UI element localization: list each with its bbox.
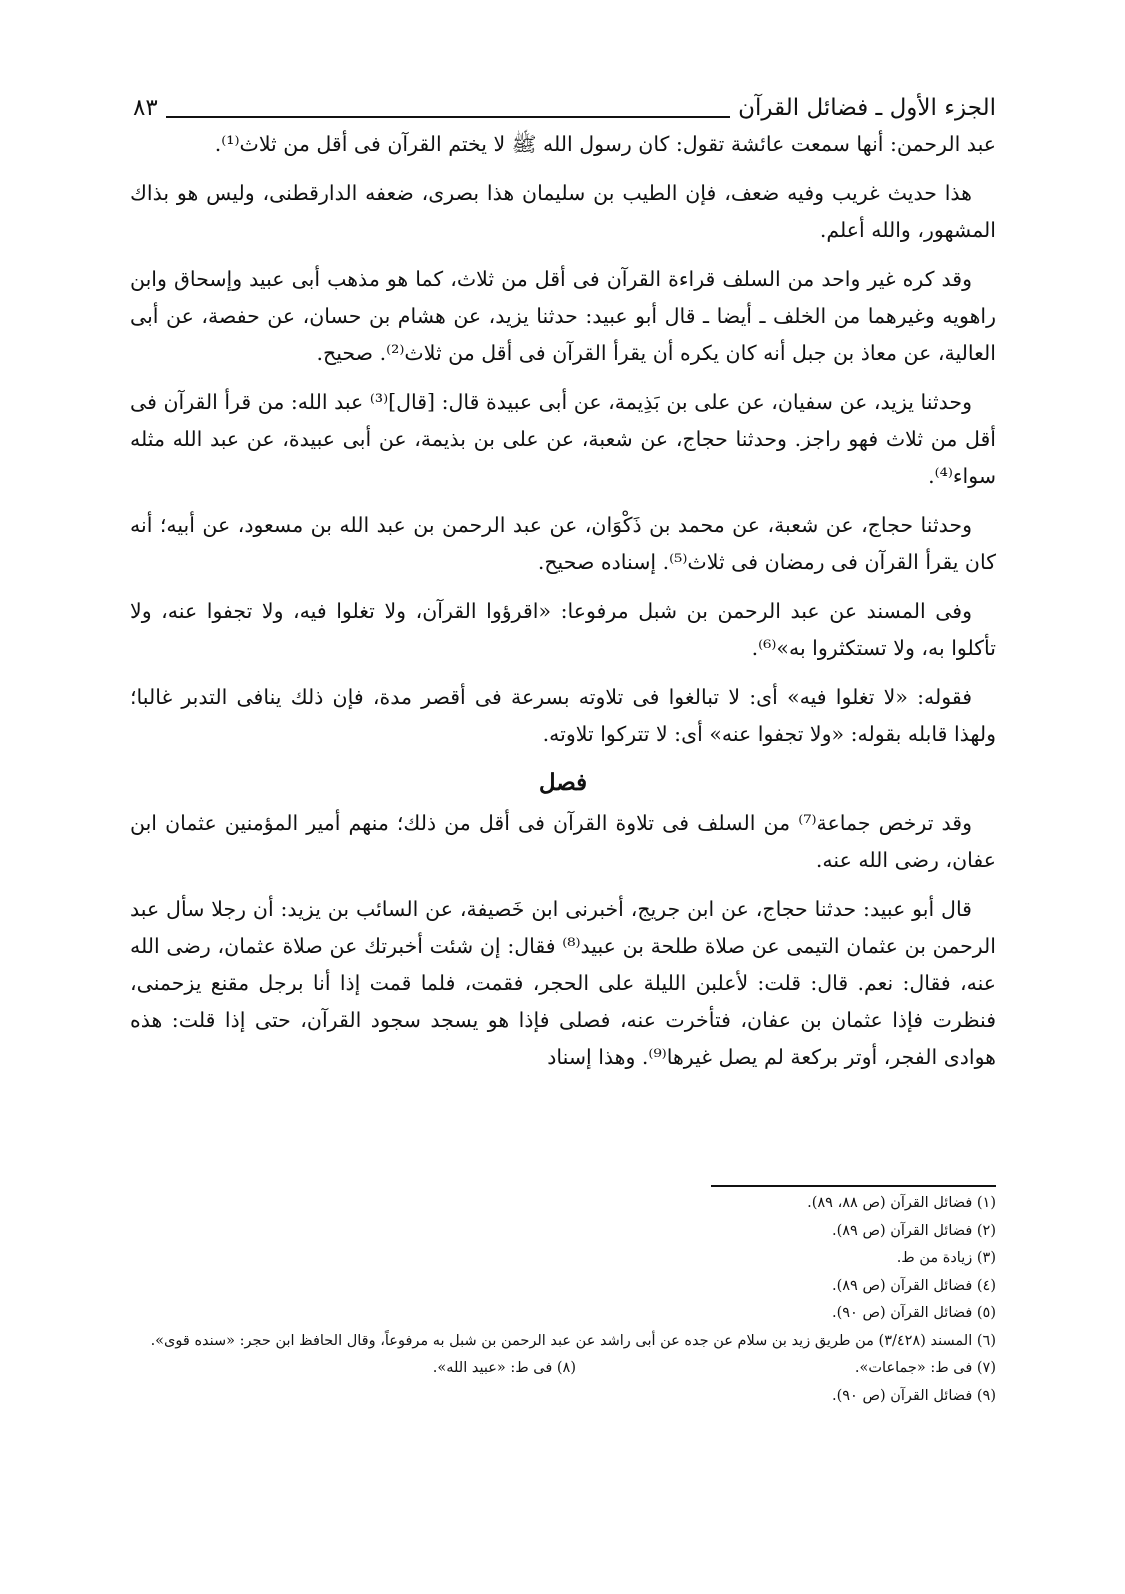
footnote-1: (١) فضائل القرآن (ص ٨٨، ٨٩).	[807, 1195, 996, 1211]
page-number: ٨٣	[133, 95, 158, 121]
paragraph-6: وفى المسند عن عبد الرحمن بن شبل مرفوعا: «اقرؤوا القرآن، ولا تغلوا فيه، ولا تجفوا عنه، ولا تأكلوا به، ولا تستكثروا به»⁽⁶⁾.	[130, 599, 996, 660]
main-text	[130, 126, 996, 1088]
footnote-8: (٨) فى ط: «عبيد الله».	[432, 1360, 576, 1376]
paragraph-2: هذا حديث غريب وفيه ضعف، فإن الطيب بن سليمان هذا بصرى، ضعفه الدارقطنى، وليس هو بذاك المشهور، والله أعلم.	[130, 181, 996, 242]
footnote-5: (٥) فضائل القرآن (ص ٩٠).	[831, 1305, 996, 1321]
paragraph-7: فقوله: «لا تغلوا فيه» أى: لا تبالغوا فى تلاوته بسرعة فى أقصر مدة، فإن ذلك ينافى التدبر غالبا؛ ولهذا قابله بقوله: «ولا تجفوا عنه» أى: لا تتركوا تلاوته.	[130, 685, 996, 746]
paragraph-8: وقد ترخص جماعة⁽⁷⁾ من السلف فى تلاوة القرآن فى أقل من ذلك؛ منهم أمير المؤمنين عثمان ابن عفان، رضى الله عنه.	[130, 811, 996, 872]
section-heading: فصل	[538, 769, 588, 796]
footnotes	[130, 1190, 996, 1410]
footnote-4: (٤) فضائل القرآن (ص ٨٩).	[831, 1277, 996, 1294]
running-header	[133, 84, 996, 124]
paragraph-3: وقد كره غير واحد من السلف قراءة القرآن فى أقل من ثلاث، كما هو مذهب أبى عبيد وإسحاق وابن راهويه وغيرهما من الخلف ـ أيضا ـ قال أبو عبيد: حدثنا يزيد، عن هشام بن حسان، عن حفصة، عن أبى العالية، عن معاذ بن جبل أنه كان يكره أن يقرأ القرآن فى أقل من ثلاث⁽²⁾. صحيح.	[130, 267, 996, 365]
paragraph-9: قال أبو عبيد: حدثنا حجاج، عن ابن جريج، أخبرنى ابن خَصيفة، عن السائب بن يزيد: أن رجلا سأل عبد الرحمن بن عثمان التيمى عن صلاة طلحة بن عبيد⁽⁸⁾ فقال: إن شئت أخبرتك عن صلاة عثمان، رضى الله عنه، فقال: نعم. قال: قلت: لأعلبن الليلة على الحجر، فقمت، فلما قمت إذا أنا برجل مقنع يزحمنى، فنظرت فإذا عثمان بن عفان، فتأخرت عنه، فصلى فإذا هو يسجد سجود القرآن، حتى إذا قلت: هذه هوادى الفجر، أوتر بركعة لم يصل غيرها⁽⁹⁾. وهذا إسناد	[130, 897, 996, 1069]
footnote-row-7-8	[130, 1355, 996, 1383]
paragraph-5: وحدثنا حجاج، عن شعبة، عن محمد بن ذَكْوَان، عن عبد الرحمن بن عبد الله بن مسعود، عن أبيه؛ أنه كان يقرأ القرآن فى رمضان فى ثلاث⁽⁵⁾. إسناده صحيح.	[130, 513, 996, 574]
paragraph-1: عبد الرحمن: أنها سمعت عائشة تقول: كان رسول الله ﷺ لا يختم القرآن فى أقل من ثلاث⁽¹⁾.	[214, 132, 996, 156]
footnote-9: (٩) فضائل القرآن (ص ٩٠).	[831, 1387, 996, 1404]
footnote-separator	[711, 1185, 996, 1187]
footnote-6: (٦) المسند (٣/٤٢٨) من طريق زيد بن سلام عن جده عن أبى راشد عن عبد الرحمن بن شبل به مرفوعاً، وقال الحافظ ابن حجر: «سنده قوى».	[150, 1332, 996, 1349]
footnote-3: (٣) زيادة من ط.	[896, 1250, 996, 1266]
paragraph-4: وحدثنا يزيد، عن سفيان، عن على بن بَذِيمة، عن أبى عبيدة قال: [قال]⁽³⁾ عبد الله: من قرأ القرآن فى أقل من ثلاث فهو راجز. وحدثنا حجاج، عن شعبة، عن على بن بذيمة، عن أبى عبيدة، عن عبد الله مثله سواء⁽⁴⁾.	[130, 390, 996, 488]
footnote-7: (٧) فى ط: «جماعات».	[854, 1360, 996, 1376]
header-rule	[166, 116, 730, 118]
running-header-title: الجزء الأول ـ فضائل القرآن	[738, 95, 996, 121]
footnote-2: (٢) فضائل القرآن (ص ٨٩).	[831, 1222, 996, 1239]
